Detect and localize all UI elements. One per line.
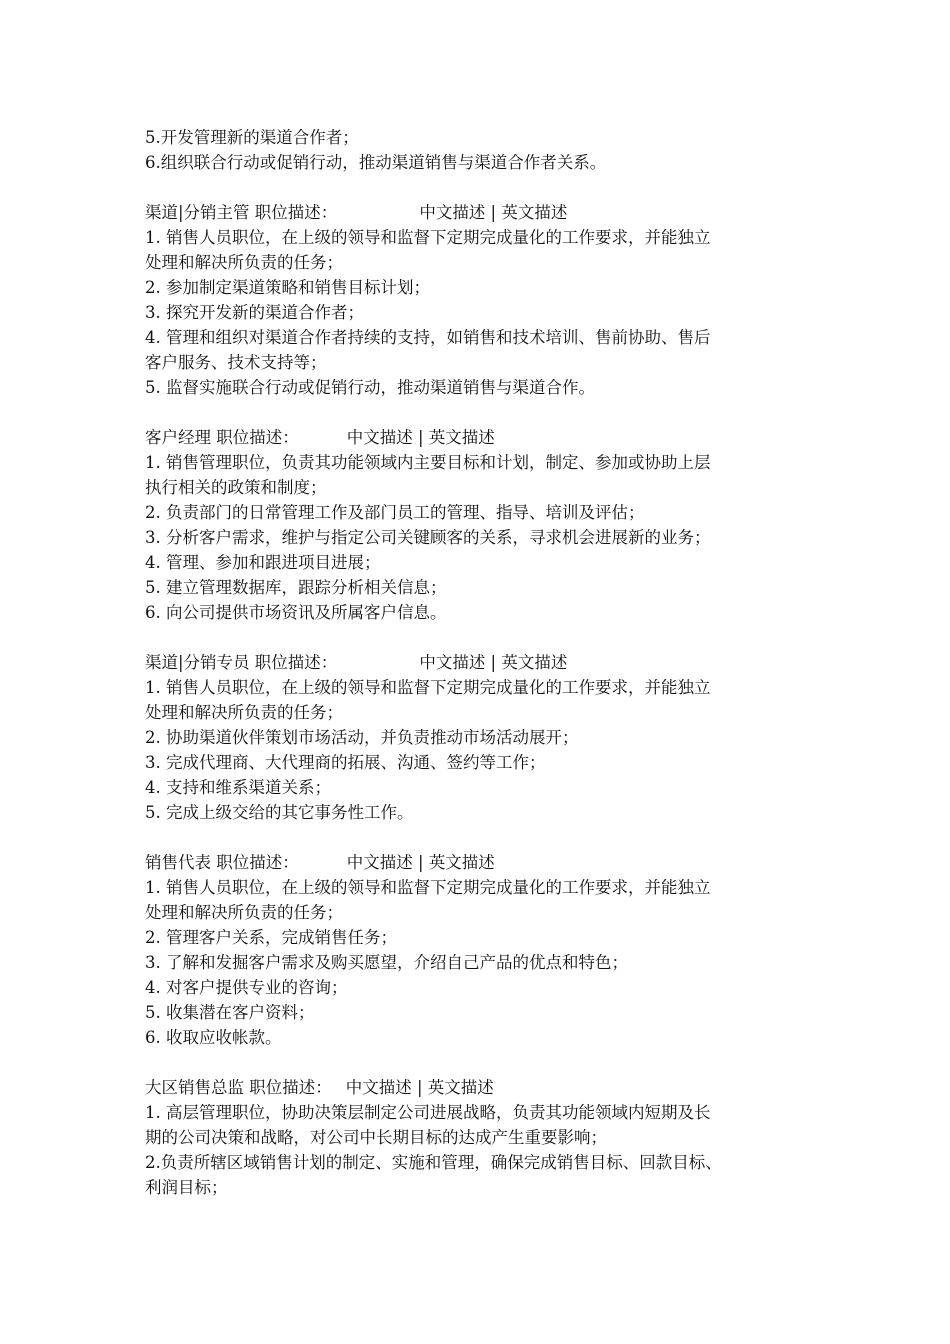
- duty-line: 3. 了解和发掘客户需求及购买愿望，介绍自己产品的优点和特色；: [145, 953, 628, 972]
- document-body: [145, 125, 815, 1200]
- description-links[interactable]: 中文描述 | 英文描述: [346, 428, 495, 447]
- role-title: 销售代表 职位描述：: [145, 853, 299, 872]
- section-account-manager: [145, 425, 815, 625]
- duty-line: 6. 向公司提供市场资讯及所属客户信息。: [145, 603, 447, 622]
- section-heading: [145, 650, 815, 675]
- duty-line: 1. 销售人员职位，在上级的领导和监督下定期完成量化的工作要求，并能独立: [145, 878, 711, 897]
- duty-line: 4. 管理、参加和跟进项目进展；: [145, 553, 381, 572]
- duty-line: 处理和解决所负责的任务；: [145, 253, 343, 272]
- role-title: 客户经理 职位描述：: [145, 428, 299, 447]
- section-channel-specialist: [145, 650, 815, 825]
- duty-line: 2. 参加制定渠道策略和销售目标计划；: [145, 278, 430, 297]
- duty-line: 5. 监督实施联合行动或促销行动，推动渠道销售与渠道合作。: [145, 378, 595, 397]
- duty-line: 2. 管理客户关系，完成销售任务；: [145, 928, 397, 947]
- duty-line: 1. 高层管理职位，协助决策层制定公司进展战略，负责其功能领域内短期及长: [145, 1103, 711, 1122]
- duty-line: 5. 完成上级交给的其它事务性工作。: [145, 803, 414, 822]
- section-regional-sales-director: [145, 1075, 815, 1200]
- section-heading: [145, 425, 815, 450]
- duty-line: 利润目标；: [145, 1178, 228, 1197]
- role-title: 渠道|分销专员 职位描述：: [145, 653, 338, 672]
- duty-line: 1. 销售管理职位，负责其功能领域内主要目标和计划，制定、参加或协助上层: [145, 453, 711, 472]
- intro-line: 6.组织联合行动或促销行动，推动渠道销售与渠道合作者关系。: [145, 153, 607, 172]
- duty-line: 处理和解决所负责的任务；: [145, 903, 343, 922]
- description-links[interactable]: 中文描述 | 英文描述: [346, 853, 495, 872]
- section-heading: [145, 200, 815, 225]
- section-channel-supervisor: [145, 200, 815, 400]
- duty-line: 2. 负责部门的日常管理工作及部门员工的管理、指导、培训及评估；: [145, 503, 645, 522]
- duty-line: 5. 建立管理数据库，跟踪分析相关信息；: [145, 578, 447, 597]
- section-heading: [145, 850, 815, 875]
- duty-line: 4. 对客户提供专业的咨询；: [145, 978, 348, 997]
- duty-line: 客户服务、技术支持等；: [145, 353, 327, 372]
- description-links[interactable]: 中文描述 | 英文描述: [419, 653, 568, 672]
- duty-line: 2.负责所辖区域销售计划的制定、实施和管理，确保完成销售目标、回款目标、: [145, 1153, 722, 1172]
- duty-line: 3. 分析客户需求，维护与指定公司关键顾客的关系，寻求机会进展新的业务；: [145, 528, 711, 547]
- duty-line: 3. 完成代理商、大代理商的拓展、沟通、签约等工作；: [145, 753, 546, 772]
- section-heading: [145, 1075, 815, 1100]
- duty-line: 4. 支持和维系渠道关系；: [145, 778, 331, 797]
- description-links[interactable]: 中文描述 | 英文描述: [345, 1078, 494, 1097]
- description-links[interactable]: 中文描述 | 英文描述: [419, 203, 568, 222]
- duty-line: 执行相关的政策和制度；: [145, 478, 327, 497]
- duty-line: 3. 探究开发新的渠道合作者；: [145, 303, 364, 322]
- role-title: 渠道|分销主管 职位描述：: [145, 203, 338, 222]
- duty-line: 1. 销售人员职位，在上级的领导和监督下定期完成量化的工作要求，并能独立: [145, 228, 711, 247]
- duty-line: 2. 协助渠道伙伴策划市场活动，并负责推动市场活动展开；: [145, 728, 579, 747]
- intro-line: 5.开发管理新的渠道合作者；: [145, 128, 359, 147]
- duty-line: 处理和解决所负责的任务；: [145, 703, 343, 722]
- duty-line: 6. 收取应收帐款。: [145, 1028, 282, 1047]
- duty-line: 1. 销售人员职位，在上级的领导和监督下定期完成量化的工作要求，并能独立: [145, 678, 711, 697]
- duty-line: 4. 管理和组织对渠道合作者持续的支持，如销售和技术培训、售前协助、售后: [145, 328, 711, 347]
- role-title: 大区销售总监 职位描述：: [145, 1078, 332, 1097]
- duty-line: 期的公司决策和战略，对公司中长期目标的达成产生重要影响；: [145, 1128, 607, 1147]
- section-sales-representative: [145, 850, 815, 1050]
- duty-line: 5. 收集潜在客户资料；: [145, 1003, 315, 1022]
